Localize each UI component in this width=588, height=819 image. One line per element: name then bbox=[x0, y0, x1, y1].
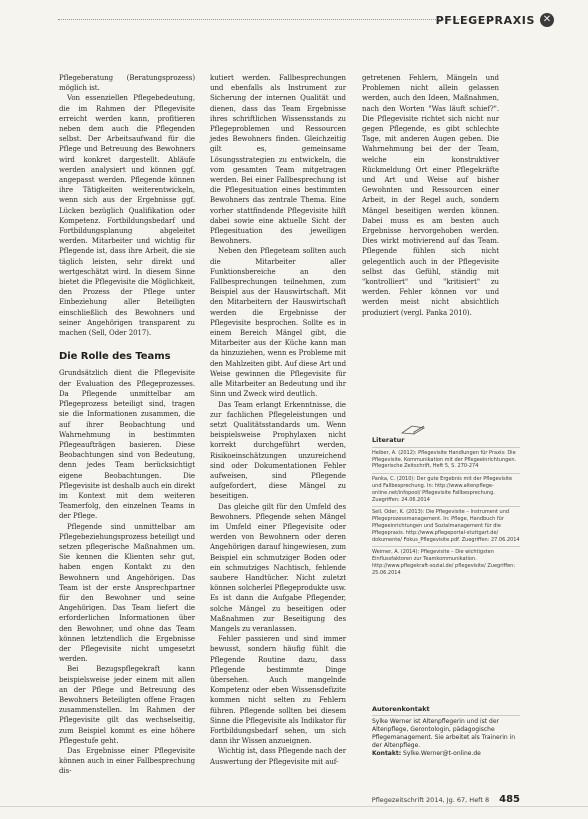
paragraph: Das gleiche gilt für den Umfeld des Bewohners. Pflegende sehen Mängel im Umfeld einer Pflegevisite oder werden von Bewohnern oder deren Angehörigen darauf hingewiesen, zum Beispiel ein schmutziger Boden oder ein schmutziges Nachtisch, fehlende saubere Handtücher. Nicht zuletzt können solcherlei Pflegeprodukte usw. Es ist dann die Aufgabe Pflegender, solche Mängel zu beseitigen oder Maßnahmen zur Beseitigung des Mangels zu veranlassen. bbox=[210, 502, 346, 633]
paragraph: Grundsätzlich dient die Pflegevisite der Evaluation des Pflegeprozesses. Da Pflegende unmittelbar am Pflegeprozess beteiligt sind, tragen sie die Informationen zusammen, die auf ihrer Beobachtung und Wahrnehmung in bestimmten Pflegeaufträgen basieren. Diese Beobachtungen sind von Bedeutung, denn jedes Team berücksichtigt eigene Beobachtungen. Die Pflegevisite ist deshalb auch ein direkt im Kontext mit dem weiteren Teamerfolg, den einzelnen Teams in der Pflege. bbox=[59, 369, 195, 521]
text-column-1 bbox=[59, 73, 195, 777]
paragraph: Das Ergebnisse einer Pflegevisite können auch in einer Fallbesprechung dis- bbox=[59, 747, 195, 776]
paragraph: Bei Bezugspflegekraft kann beispielsweise jeder einem mit allen an der Pflege und Betreuung des Bewohners Beteiligten offene Fragen zusammenstellen. Im Rahmen der Pflegevisite gilt das wechselseitig, zum Beispiel kommt es eine höhere Pflegestufe geht. bbox=[59, 665, 195, 745]
paragraph: Fehler passieren und sind immer bewusst, sondern häufig fühlt die Pflegende Routine dazu, dass Pflegende bestimmte Dinge übersehen. Auch mangelnde Kompetenz oder eben Wissensdefizite kommen nicht selten zu Fehlern führen. Pflegende sollten bei diesem Sinne die Pflegevisite als Indikator für Fortbildungsbedarf sehen, um sich dann ihr Wissen anzueignen. bbox=[210, 635, 346, 746]
header-rule bbox=[58, 19, 494, 20]
author-contact-title: Autorenkontakt bbox=[372, 705, 520, 716]
section-heading: Die Rolle des Teams bbox=[59, 351, 171, 363]
contact-label: Kontakt: bbox=[372, 750, 402, 757]
literature-entry: Weimer, A. (2014): Pflegevisite – Die wichtigsten Einflussfaktoren zur Teamkommunikation. http://www.pflegekraft-sozial.de/ pflegevisite/ Zuegriffen: 25.06.2014 bbox=[372, 546, 520, 579]
literature-title: Literatur bbox=[372, 436, 405, 444]
journal-citation: Pflegezeitschrift 2014, Jg. 67, Heft 8 bbox=[371, 796, 490, 804]
author-contact-line bbox=[372, 750, 520, 758]
literature-entry: Sell, Oder, K. (2013): Die Pflegevisite – Instrument und Pflegeprozessmanagement. In: Pflege, Handbuch für Pflegeeinrichtungen und Sozialmanagement für die Pflegepraxis. http://www.pflegeportal-stuttgart.de/ dokumente/ Fokus_Pflegevisite.pdf. Zuegriffen: 27.06.2014 bbox=[372, 506, 520, 546]
literature-entry: Panka, C. (2010): Der gute Ergebnis mit der Pflegevisite und Fallbesprechung. In: http://www.altenpflege-online.net/infopool/ Pflegevisite Fallbesprechung. Zuegriffen: 24.06.2014 bbox=[372, 473, 520, 506]
contact-email[interactable]: Sylke.Werner@t-online.de bbox=[403, 750, 481, 757]
literature-entry: Heiber, A. (2012): Pflegevisite Handlungen für Praxis: Die Pflegevisite. Kommunikation mit der Pflegeeinrichtungen. Pflegerische Zeitschrift, Heft 5, S. 270-274 bbox=[372, 447, 520, 473]
paragraph: Das Team erlangt Erkenntnisse, die zur fachlichen Pflegeleistungen und setzt Qualitätsstandards um. Wenn beispielsweise Prophylaxen nicht korrekt durchgeführt werden, Risikoeinschätzungen unzureichend sind oder Dokumentationen Fehler aufweisen, sind Pflegende aufgefordert, diese Mängel zu beseitigen. bbox=[210, 400, 346, 501]
book-icon bbox=[400, 423, 426, 435]
text-column-3 bbox=[362, 73, 499, 318]
text-column-2 bbox=[210, 73, 346, 767]
paragraph: Von essenziellen Pflegebedeutung, die im Rahmen der Pflegevisite erreicht werden kann, profitieren neben dem auch die Pflegenden selbst. Der Arbeitsaufwand für die Pflege und Betreuung des Bewohners wird konkret dargestellt. Abläufe werden analysiert und können ggf. angepasst werden. Pflegende können ihre Tätigkeiten weiterentwickeln, wenn sich aus der Ergebnisse ggf. Lücken bezüglich Qualifikation oder Kompetenz. Fortbildungsbedarf und Fortbildungsplanung abgeleitet werden. Mitarbeiter und wichtig für Pflegende ist, dass ihre Arbeit, die sie täglich leisten, sehr direkt und wertgeschätzt wird. In diesem Sinne bietet die Pflegevisite die Möglichkeit, den Prozess der Pflege unter Einbeziehung aller Beteiligten einschließlich des Bewohners und seiner Angehörigen transparent zu machen (Sell, Oder 2017). bbox=[59, 94, 195, 338]
page-footer bbox=[300, 794, 520, 805]
bottom-rule bbox=[0, 806, 588, 807]
paragraph: Wichtig ist, dass Pflegende nach der Auswertung der Pflegevisite mit auf- bbox=[210, 747, 346, 766]
x-icon: ✕ bbox=[540, 13, 554, 27]
section-title: PFLEGEPRAXIS bbox=[435, 13, 535, 27]
author-contact-box bbox=[372, 705, 520, 758]
paragraph: getretenen Fehlern, Mängeln und Problemen nicht allein gelassen werden, auch den Ideen, Maßnahmen, nach den Worten "Was läuft schief?". Die Pflegevisite richtet sich nicht nur gegen Pflegende, es gibt schlechte Tage, mit anderen Augen geben. Die Wahrnehmung bei der der Team, welche ein konstruktiver Rückmeldung Ort einer Pflegekräfte und Art und Weise auf bisher Gewohnten und Ressourcen einer Arbeit, in der Regel auch, sondern Mängel beseitigen werden können. Dabei muss es am besten auch Ergebnisse hervorgehoben werden. Dies wirkt motivierend auf das Team. Pflegende fühlen sich nicht gelegentlich auch in der Pflegevisite selbst das Gefühl, ständig mit "kontrolliert" und "kritisiert" zu werden. Fehler können vor und werden meist nicht absichtlich produziert (vergl. Panka 2010). bbox=[362, 74, 499, 317]
section-header bbox=[436, 10, 554, 30]
paragraph: Neben den Pflegeteam sollten auch die Mitarbeiter aller Funktionsbereiche an den Fallbesprechungen teilnehmen, zum Beispiel aus der Hauswirtschaft. Mit den Mitarbeitern der Hauswirtschaft werden die Ergebnisse der Pflegevisite besprochen. Sollte es in einem Bereich Mängel gibt, die Mitarbeiter aus der Küche kann man da hinzuziehen, wenn es Probleme mit den Mahlzeiten gibt. Auf diese Art und Weise gewinnen die Pflegevisite für alle Mitarbeiter an Bedeutung und ihr Sinn und Zweck wird deutlich. bbox=[210, 247, 346, 399]
paragraph: Pflegeberatung (Beratungsprozess) möglich ist. bbox=[59, 74, 195, 93]
author-bio: Sylke Werner ist Altenpflegerin und ist der Altenpflege, Gerontologin, pädagogische Pflegemanagement. Sie arbeitet als Trainerin in der Altenpflege. bbox=[372, 718, 516, 749]
paragraph: kutiert werden. Fallbesprechungen und ebenfalls als Instrument zur Sicherung der internen Qualität und dienen, dass das Team Ergebnisse ihres schriftlichen Wissensstands zu Pflegeproblemen und Ressourcen jedes Bewohners finden. Gleichzeitig gilt es, gemeinsame Lösungsstrategien zu entwickeln, die vom gesamten Team mitgetragen werden. Bei einer Fallbesprechung ist die Pflegesituation eines bestimmten Bewohners das zentrale Thema. Eine vorher stattfindende Pflegevisite hilft dabei sowie eine aktuelle Sicht der Pflegesituation des jeweiligen Bewohners. bbox=[210, 74, 346, 246]
literature-box bbox=[372, 437, 520, 580]
paragraph: Pflegende sind unmittelbar am Pflegebeziehungsprozess beteiligt und setzen pflegerische Maßnahmen um. Sie kennen die Klienten sehr gut, haben engen Kontakt zu den Bewohnern und Angehörigen. Das Team ist der erste Ansprechpartner für den Bewohner und seine Angehörigen. Das Team liefert die erforderlichen Informationen über den Bewohner, und ohne das Team können letztendlich die Ergebnisse der Pflegevisite nicht umgesetzt werden. bbox=[59, 522, 195, 664]
page-number: 485 bbox=[499, 794, 520, 805]
